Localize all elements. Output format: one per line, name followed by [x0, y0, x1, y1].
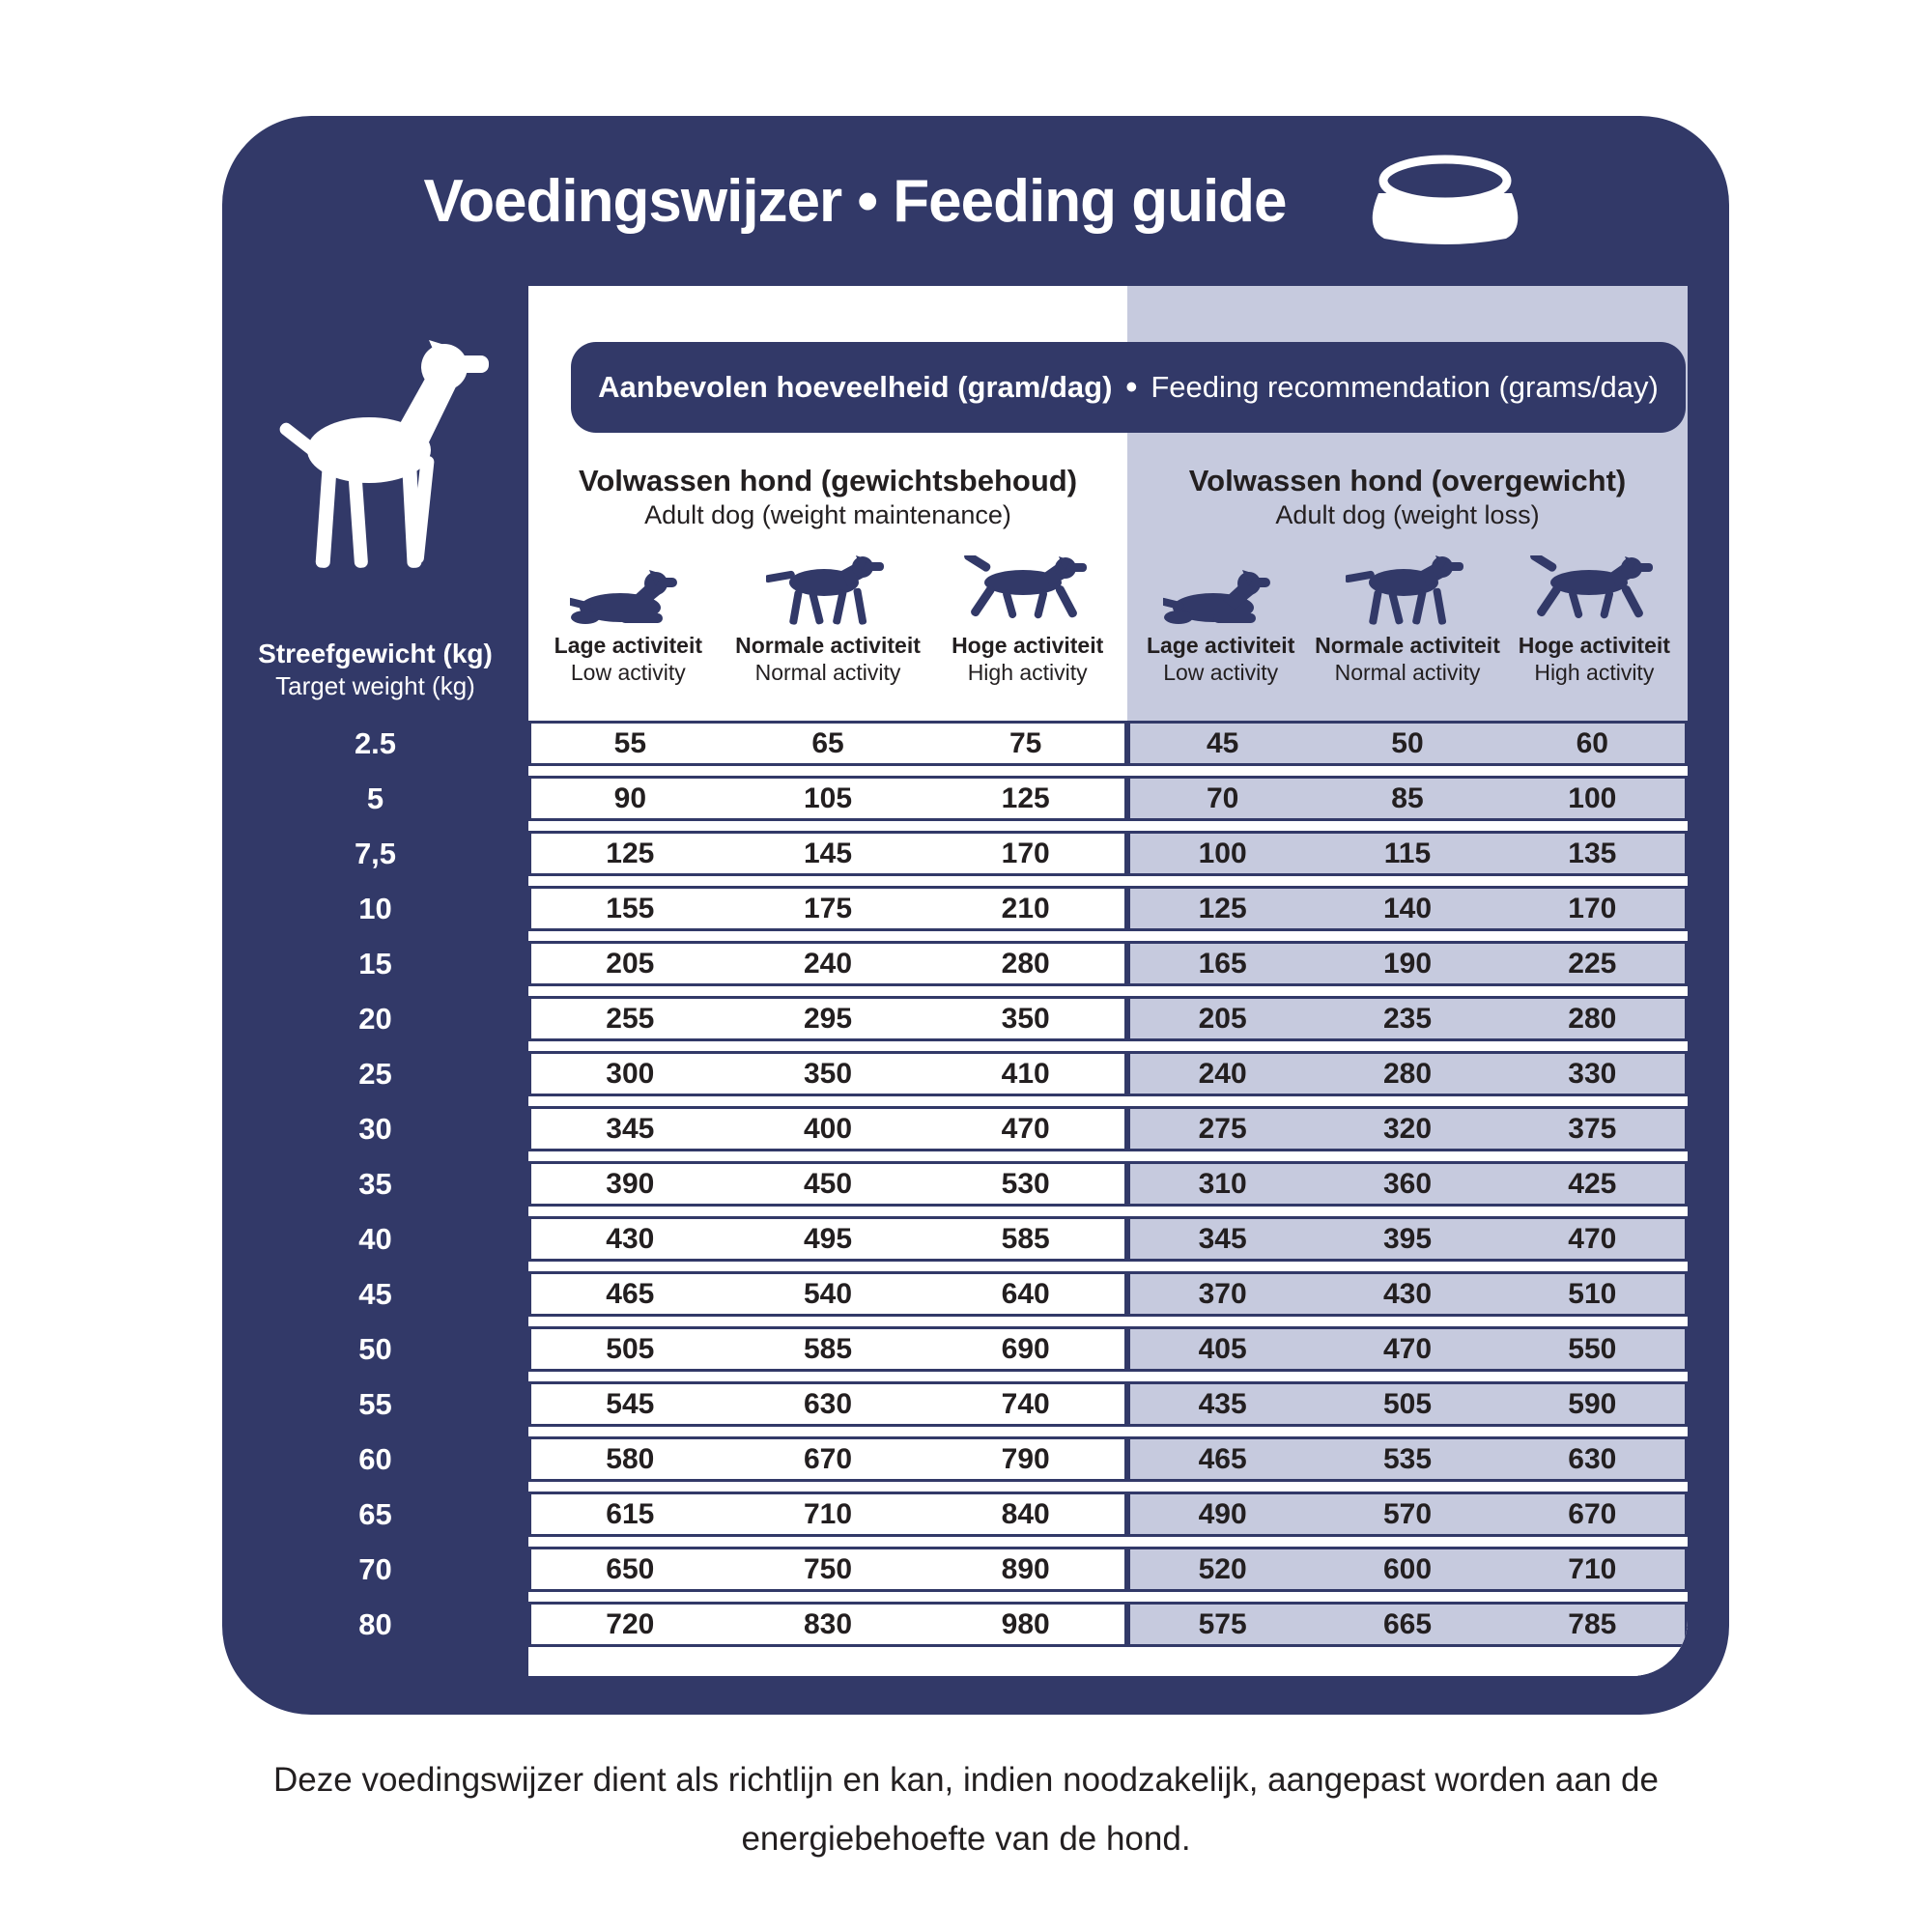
feeding-amount-cell: 435 [1198, 1387, 1247, 1420]
feeding-amount-cell: 70 [1206, 781, 1239, 814]
feeding-amount-cell: 425 [1568, 1167, 1617, 1200]
feeding-amount-cell: 650 [606, 1552, 655, 1585]
feeding-amount-cell: 585 [803, 1332, 853, 1365]
table-row [528, 1436, 1127, 1482]
feeding-amount-cell: 430 [606, 1222, 655, 1255]
table-row [528, 1051, 1127, 1096]
feeding-amount-cell: 65 [811, 726, 844, 759]
feeding-amount-cell: 450 [803, 1167, 853, 1200]
activity-column-headers [528, 555, 1127, 687]
feeding-amount-cell: 100 [1198, 837, 1247, 869]
feeding-amount-cell: 790 [1001, 1442, 1050, 1475]
feeding-amount-cell: 125 [606, 837, 655, 869]
feeding-amount-cell: 470 [1568, 1222, 1617, 1255]
banner-bullet: • [1125, 368, 1138, 406]
table-row [1127, 1106, 1688, 1151]
feeding-amount-cell: 145 [803, 837, 853, 869]
feeding-amount-cell: 370 [1198, 1277, 1247, 1310]
table-body [222, 286, 1729, 1715]
section-title-en: Adult dog (weight maintenance) [644, 499, 1011, 529]
dog-bowl-icon [1362, 153, 1528, 249]
feeding-amount-cell: 345 [606, 1112, 655, 1145]
weight-label: 2.5 [354, 725, 397, 760]
feeding-amount-cell: 100 [1568, 781, 1617, 814]
dog-lying-icon [570, 555, 686, 627]
feeding-amount-cell: 510 [1568, 1277, 1617, 1310]
feeding-amount-cell: 410 [1001, 1057, 1050, 1090]
table-row [1127, 1326, 1688, 1372]
feeding-amount-cell: 505 [1382, 1387, 1433, 1420]
feeding-amount-cell: 360 [1382, 1167, 1433, 1200]
table-row [528, 941, 1127, 986]
weight-label: 40 [358, 1221, 392, 1256]
column-header-normal-activity [1314, 555, 1500, 687]
feeding-amount-cell: 830 [803, 1607, 853, 1640]
header [222, 116, 1729, 286]
table-row [528, 1381, 1127, 1427]
table-row [528, 996, 1127, 1041]
dog-lying-icon [1163, 555, 1279, 627]
feeding-amount-cell: 280 [1382, 1057, 1433, 1090]
feeding-amount-cell: 320 [1382, 1112, 1433, 1145]
feeding-amount-cell: 300 [606, 1057, 655, 1090]
table-row [1127, 1381, 1688, 1427]
feeding-amount-cell: 155 [606, 892, 655, 924]
feeding-amount-cell: 310 [1198, 1167, 1247, 1200]
column-header-normal-activity [728, 555, 928, 687]
feeding-amount-cell: 205 [1198, 1002, 1247, 1035]
feeding-amount-cell: 255 [606, 1002, 655, 1035]
table-row [528, 1216, 1127, 1262]
feeding-amount-cell: 50 [1391, 726, 1424, 759]
weight-label: 10 [358, 891, 392, 925]
column-label-en: Normal activity [754, 660, 901, 686]
table-row [1127, 1161, 1688, 1207]
table-row [528, 1326, 1127, 1372]
feeding-amount-cell: 550 [1568, 1332, 1617, 1365]
dog-walking-icon [1346, 555, 1469, 627]
feeding-amount-cell: 350 [803, 1057, 853, 1090]
recommendation-banner [571, 342, 1686, 433]
table-row [1127, 941, 1688, 986]
weight-label: 60 [358, 1441, 392, 1476]
feeding-guide-panel [222, 116, 1729, 1715]
feeding-amount-cell: 280 [1001, 947, 1050, 980]
weight-label: 25 [358, 1056, 392, 1091]
weight-column-title-nl: Streefgewicht (kg) [258, 638, 493, 668]
dog-walking-icon [766, 555, 890, 627]
table-row [1127, 721, 1688, 766]
feeding-amount-cell: 75 [1009, 726, 1042, 759]
feeding-amount-cell: 465 [606, 1277, 655, 1310]
feeding-amount-cell: 545 [606, 1387, 655, 1420]
table-row [528, 776, 1127, 821]
dog-running-icon [961, 555, 1094, 627]
feeding-amount-cell: 135 [1568, 837, 1617, 869]
column-header-low-activity [528, 555, 728, 687]
feeding-amount-cell: 505 [606, 1332, 655, 1365]
column-label-nl: Normale activiteit [1315, 632, 1500, 658]
feeding-amount-cell: 470 [1382, 1332, 1433, 1365]
column-header-high-activity [927, 555, 1127, 687]
feeding-amount-cell: 615 [606, 1497, 655, 1530]
feeding-amount-cell: 170 [1568, 892, 1617, 924]
weight-column-header [222, 286, 528, 721]
column-label-nl: Hoge activiteit [952, 632, 1104, 658]
feeding-amount-cell: 175 [803, 892, 853, 924]
feeding-amount-cell: 395 [1382, 1222, 1433, 1255]
section-title-nl: Volwassen hond (overgewicht) [1188, 464, 1627, 497]
table-row [1127, 1492, 1688, 1537]
section-weight-loss [1127, 286, 1688, 1676]
weight-label: 20 [358, 1001, 392, 1036]
page-title: Voedingswijzer • Feeding guide [423, 167, 1287, 235]
feeding-amount-cell: 580 [606, 1442, 655, 1475]
column-label-en: Low activity [1163, 660, 1279, 686]
feeding-amount-cell: 750 [803, 1552, 853, 1585]
feeding-amount-cell: 125 [1198, 892, 1247, 924]
feeding-amount-cell: 60 [1576, 726, 1608, 759]
weight-column [222, 286, 528, 1715]
feeding-amount-cell: 330 [1568, 1057, 1617, 1090]
feeding-amount-cell: 225 [1568, 947, 1617, 980]
table-row [528, 1271, 1127, 1317]
feeding-amount-cell: 785 [1568, 1607, 1617, 1640]
weight-loss-rows [1127, 721, 1688, 1676]
banner-text-nl: Aanbevolen hoeveelheid (gram/dag) [598, 370, 1113, 404]
footer-line-2: energiebehoefte van de hond. [741, 1820, 1191, 1859]
column-label-en: High activity [967, 660, 1088, 686]
banner-text-en: Feeding recommendation (grams/day) [1151, 370, 1659, 404]
feeding-amount-cell: 390 [606, 1167, 655, 1200]
section-weight-maintenance [528, 286, 1127, 1676]
table-row [528, 1547, 1127, 1592]
column-label-nl: Normale activiteit [735, 632, 921, 658]
feeding-amount-cell: 630 [1568, 1442, 1617, 1475]
table-row [528, 886, 1127, 931]
feeding-amount-cell: 165 [1198, 947, 1247, 980]
weight-column-title-en: Target weight (kg) [275, 670, 475, 700]
feeding-amount-cell: 590 [1568, 1387, 1617, 1420]
column-label-en: Low activity [570, 660, 686, 686]
feeding-amount-cell: 55 [613, 726, 647, 759]
section-title-nl: Volwassen hond (gewichtsbehoud) [578, 464, 1078, 497]
feeding-amount-cell: 740 [1001, 1387, 1050, 1420]
table-row [1127, 1051, 1688, 1096]
dog-running-icon [1527, 555, 1661, 627]
feeding-amount-cell: 375 [1568, 1112, 1617, 1145]
feeding-amount-cell: 210 [1001, 892, 1050, 924]
feeding-amount-cell: 105 [803, 781, 853, 814]
feeding-amount-cell: 495 [803, 1222, 853, 1255]
table-row [528, 721, 1127, 766]
table-row [1127, 1602, 1688, 1647]
feeding-amount-cell: 280 [1568, 1002, 1617, 1035]
feeding-amount-cell: 490 [1198, 1497, 1247, 1530]
maintenance-rows [528, 721, 1127, 1676]
footer-note [0, 1750, 1932, 1869]
column-label-en: High activity [1534, 660, 1655, 686]
column-label-nl: Lage activiteit [554, 632, 703, 658]
feeding-amount-cell: 710 [803, 1497, 853, 1530]
feeding-amount-cell: 240 [803, 947, 853, 980]
feeding-amount-cell: 670 [1568, 1497, 1617, 1530]
column-header-low-activity [1127, 555, 1314, 687]
feeding-amount-cell: 45 [1206, 726, 1239, 759]
feeding-amount-cell: 205 [606, 947, 655, 980]
feeding-amount-cell: 115 [1383, 837, 1432, 869]
feeding-amount-cell: 670 [803, 1442, 853, 1475]
weight-label: 65 [358, 1496, 392, 1531]
feeding-amount-cell: 535 [1382, 1442, 1433, 1475]
table-row [528, 1492, 1127, 1537]
column-label-nl: Hoge activiteit [1518, 632, 1670, 658]
table-row [528, 1602, 1127, 1647]
feeding-amount-cell: 85 [1391, 781, 1424, 814]
weight-label: 70 [358, 1551, 392, 1586]
table-row [1127, 1216, 1688, 1262]
feeding-amount-cell: 465 [1198, 1442, 1247, 1475]
feeding-amount-cell: 710 [1568, 1552, 1617, 1585]
table-row [1127, 1271, 1688, 1317]
standing-dog-icon [269, 327, 496, 607]
weight-label: 7,5 [354, 836, 397, 870]
section-title-en: Adult dog (weight loss) [1275, 499, 1540, 529]
table-row [1127, 776, 1688, 821]
feeding-amount-cell: 570 [1382, 1497, 1433, 1530]
column-label-nl: Lage activiteit [1146, 632, 1295, 658]
feeding-amount-cell: 90 [613, 781, 647, 814]
feeding-amount-cell: 665 [1382, 1607, 1433, 1640]
table-row [1127, 1547, 1688, 1592]
feeding-amount-cell: 470 [1001, 1112, 1050, 1145]
weight-label: 15 [358, 946, 392, 980]
feeding-amount-cell: 640 [1001, 1277, 1050, 1310]
feeding-amount-cell: 575 [1198, 1607, 1247, 1640]
table-row [528, 1106, 1127, 1151]
feeding-amount-cell: 170 [1001, 837, 1050, 869]
column-header-high-activity [1501, 555, 1688, 687]
feeding-amount-cell: 430 [1382, 1277, 1433, 1310]
feeding-amount-cell: 840 [1001, 1497, 1050, 1530]
feeding-amount-cell: 520 [1198, 1552, 1247, 1585]
feeding-amount-cell: 530 [1001, 1167, 1050, 1200]
feeding-amount-cell: 405 [1198, 1332, 1247, 1365]
feeding-amount-cell: 235 [1382, 1002, 1433, 1035]
table-row [1127, 996, 1688, 1041]
weight-label: 5 [366, 781, 384, 815]
table-row [1127, 831, 1688, 876]
footer-line-1: Deze voedingswijzer dient als richtlijn en kan, indien noodzakelijk, aangepast worden aan de [273, 1761, 1659, 1799]
weight-label: 80 [358, 1606, 392, 1641]
feeding-amount-cell: 690 [1001, 1332, 1050, 1365]
weight-label: 55 [358, 1386, 392, 1421]
recommendation-table [528, 286, 1688, 1676]
feeding-amount-cell: 600 [1382, 1552, 1433, 1585]
weight-column-title [222, 637, 528, 702]
feeding-amount-cell: 980 [1001, 1607, 1050, 1640]
feeding-amount-cell: 350 [1001, 1002, 1050, 1035]
feeding-amount-cell: 890 [1001, 1552, 1050, 1585]
table-row [528, 831, 1127, 876]
weight-list [222, 721, 528, 1647]
feeding-amount-cell: 400 [803, 1112, 853, 1145]
table-row [1127, 1436, 1688, 1482]
feeding-amount-cell: 125 [1001, 781, 1050, 814]
feeding-amount-cell: 140 [1382, 892, 1433, 924]
activity-column-headers [1127, 555, 1688, 687]
feeding-amount-cell: 720 [606, 1607, 655, 1640]
feeding-amount-cell: 540 [803, 1277, 853, 1310]
feeding-amount-cell: 630 [803, 1387, 853, 1420]
column-label-en: Normal activity [1334, 660, 1481, 686]
weight-label: 45 [358, 1276, 392, 1311]
table-row [1127, 886, 1688, 931]
feeding-amount-cell: 345 [1198, 1222, 1247, 1255]
table-row [528, 1161, 1127, 1207]
feeding-amount-cell: 240 [1198, 1057, 1247, 1090]
weight-label: 50 [358, 1331, 392, 1366]
weight-label: 35 [358, 1166, 392, 1201]
feeding-amount-cell: 295 [803, 1002, 853, 1035]
weight-label: 30 [358, 1111, 392, 1146]
feeding-amount-cell: 585 [1001, 1222, 1050, 1255]
feeding-amount-cell: 190 [1382, 947, 1433, 980]
feeding-amount-cell: 275 [1198, 1112, 1247, 1145]
